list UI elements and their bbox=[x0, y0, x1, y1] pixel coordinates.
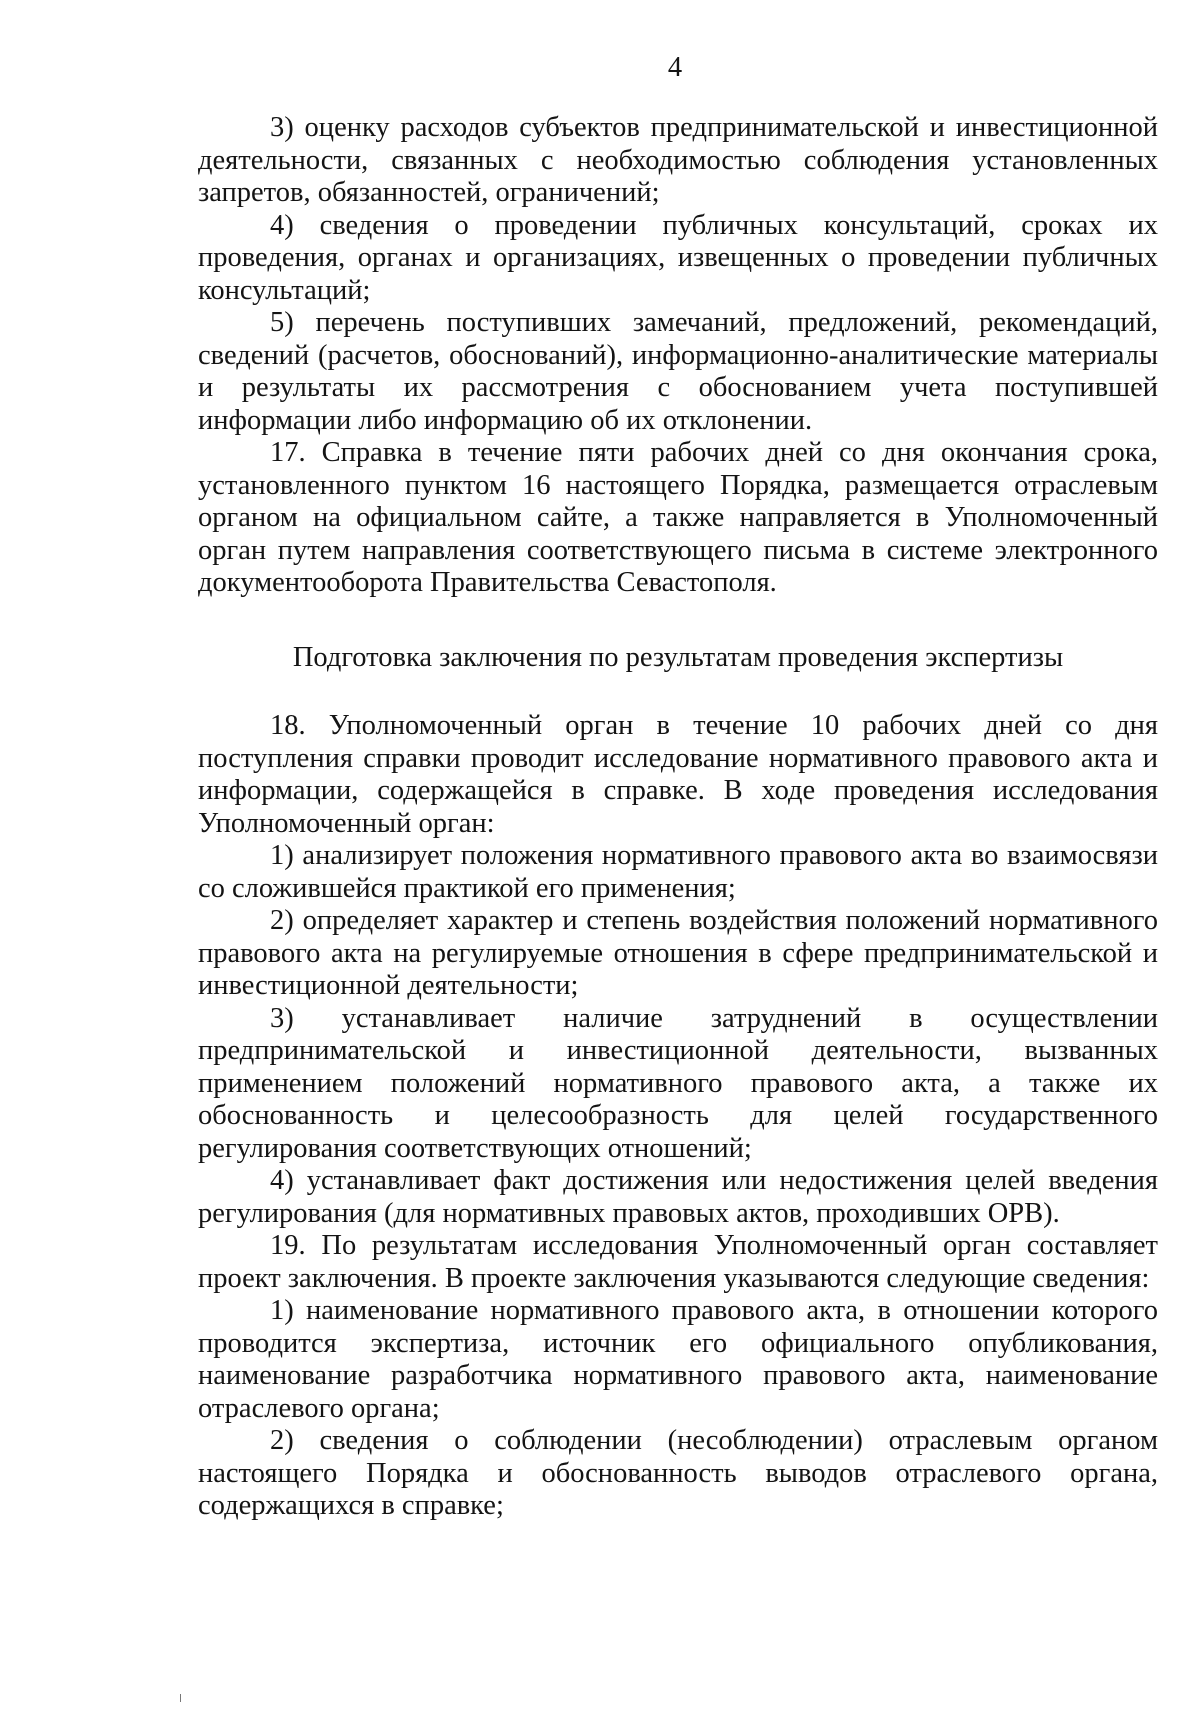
paragraph-19-item-1: 1) наименование нормативного правового акта, в отношении которого проводится экспертиза, источник его официального опубликования, наименование разработчика нормативного правового акта, наименование отраслевого органа; bbox=[198, 1295, 1158, 1424]
paragraph-18: 18. Уполномоченный орган в течение 10 рабочих дней со дня поступления справки проводит исследование нормативного правового акта и информации, содержащейся в справке. В ходе проведения исследования Уполномоченный орган: bbox=[198, 710, 1158, 839]
text-block-1 bbox=[198, 112, 1158, 600]
section-heading: Подготовка заключения по результатам проведения экспертизы bbox=[292, 642, 1064, 673]
scan-mark bbox=[180, 1694, 187, 1702]
paragraph-19-item-2: 2) сведения о соблюдении (несоблюдении) отраслевым органом настоящего Порядка и обоснованность выводов отраслевого органа, содержащихся в справке; bbox=[198, 1425, 1158, 1521]
paragraph-item-4: 4) сведения о проведении публичных консультаций, сроках их проведения, органах и организациях, извещенных о проведении публичных консультаций; bbox=[198, 209, 1158, 306]
text-block-2 bbox=[198, 710, 1158, 1523]
paragraph-19: 19. По результатам исследования Уполномоченный орган составляет проект заключения. В проекте заключения указываются следующие сведения: bbox=[198, 1230, 1158, 1294]
paragraph-17: 17. Справка в течение пяти рабочих дней со дня окончания срока, установленного пунктом 16 настоящего Порядка, размещается отраслевым органом на официальном сайте, а также направляется в Уполномоченный орган путем направления соответствующего письма в системе электронного документооборота Правительства Севастополя. bbox=[198, 437, 1158, 598]
paragraph-item-3: 3) оценку расходов субъектов предпринимательской и инвестиционной деятельности, связанных с необходимостью соблюдения установленных запретов, обязанностей, ограничений; bbox=[198, 112, 1158, 208]
paragraph-18-item-3: 3) устанавливает наличие затруднений в осуществлении предпринимательской и инвестиционной деятельности, вызванных применением положений нормативного правового акта, а также их обоснованность и целесообразность для целей государственного регулирования соответствующих отношений; bbox=[198, 1002, 1158, 1164]
paragraph-18-item-2: 2) определяет характер и степень воздействия положений нормативного правового акта на регулируемые отношения в сфере предпринимательской и инвестиционной деятельности; bbox=[198, 905, 1158, 1001]
page-number: 4 bbox=[667, 52, 683, 83]
paragraph-18-item-4: 4) устанавливает факт достижения или недостижения целей введения регулирования (для нормативных правовых актов, проходивших ОРВ). bbox=[198, 1165, 1158, 1229]
paragraph-18-item-1: 1) анализирует положения нормативного правового акта во взаимосвязи со сложившейся практикой его применения; bbox=[198, 840, 1158, 904]
paragraph-item-5: 5) перечень поступивших замечаний, предложений, рекомендаций, сведений (расчетов, обоснований), информационно-аналитические материалы и результаты их рассмотрения с обоснованием учета поступившей информации либо информацию об их отклонении. bbox=[198, 307, 1158, 436]
section-heading-block bbox=[198, 642, 1158, 675]
